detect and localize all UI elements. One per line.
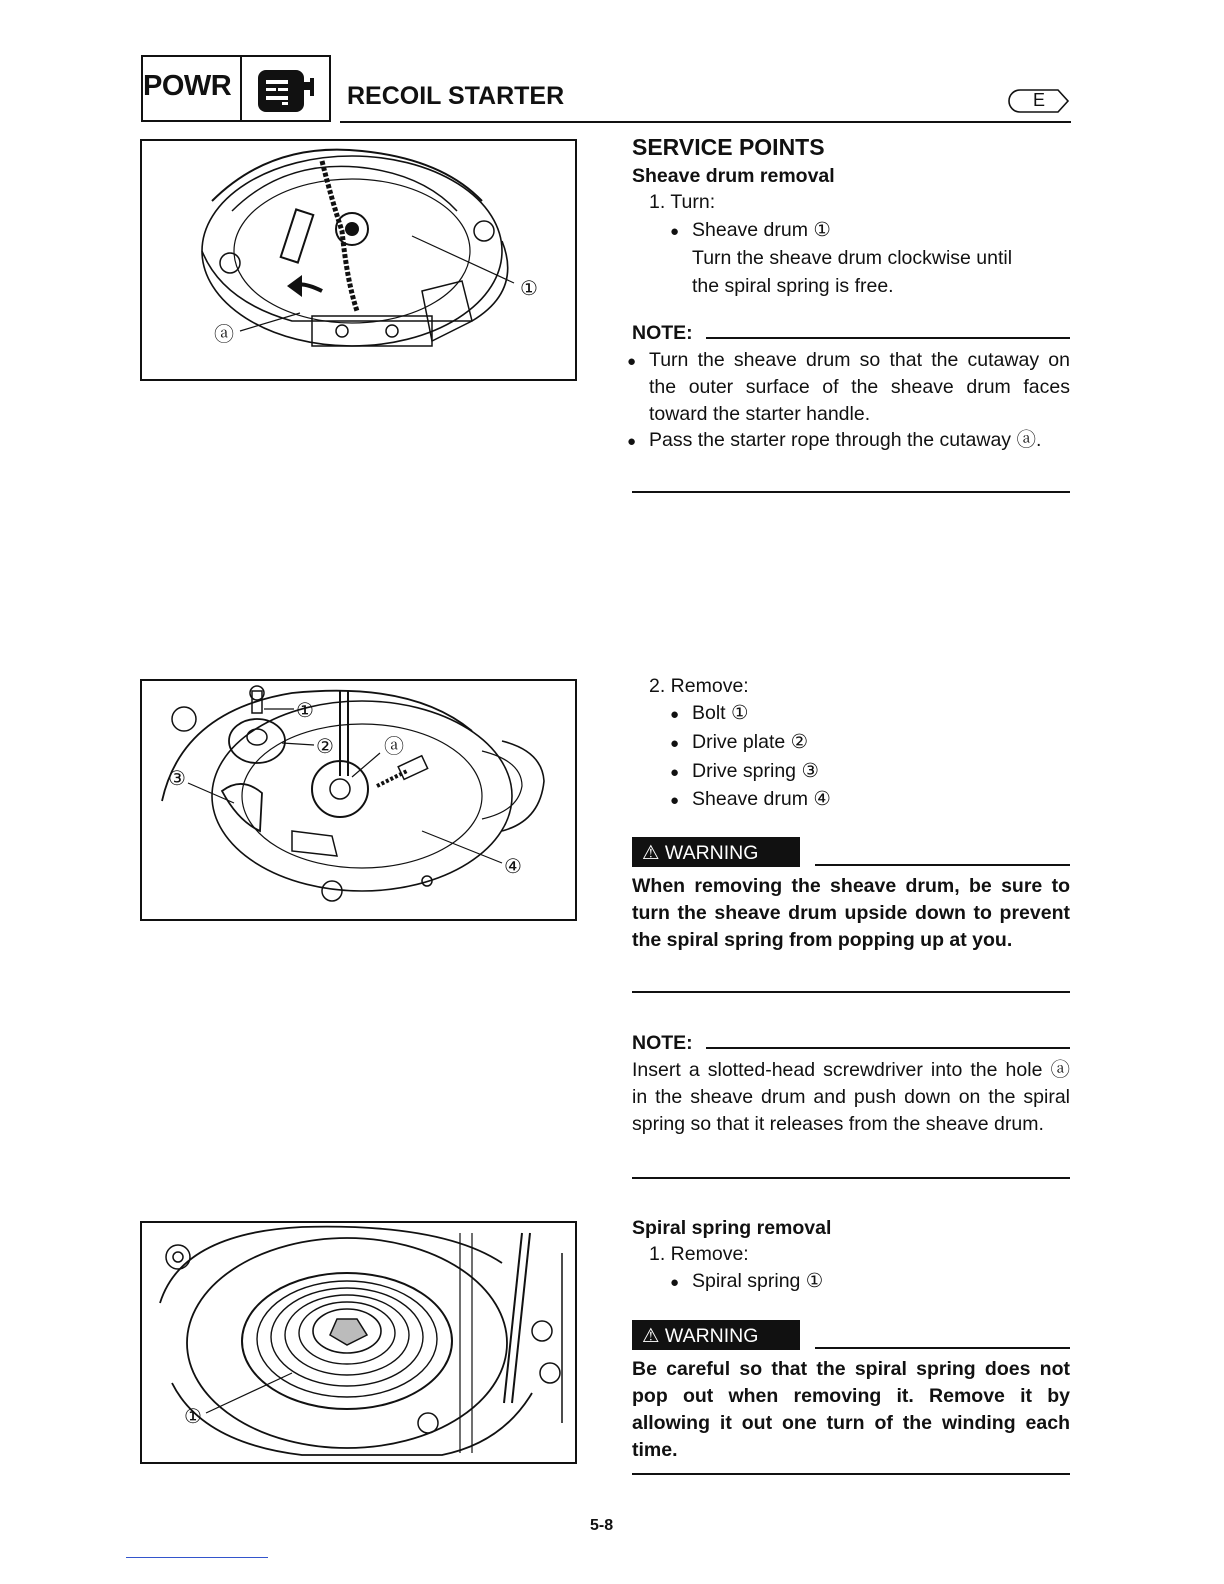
warning-label: WARNING bbox=[664, 842, 759, 864]
warning-end-rule bbox=[632, 991, 1070, 993]
list-item: ● Bolt ① bbox=[692, 700, 749, 727]
warning-label-box bbox=[632, 837, 800, 867]
note-rule bbox=[706, 337, 1070, 339]
step-detail: the spiral spring is free. bbox=[692, 275, 894, 297]
note-item: ● Turn the sheave drum so that the cutaway on the outer surface of the sheave drum faces toward the starter handle. bbox=[649, 347, 1070, 428]
step-turn: 1. Turn: bbox=[649, 191, 716, 213]
step-remove: 2. Remove: bbox=[649, 675, 749, 697]
list-item: ● Sheave drum ① bbox=[692, 217, 831, 244]
figure-callout: ① bbox=[184, 1404, 202, 1428]
figure-callout: ① bbox=[520, 276, 538, 300]
note-label: NOTE: bbox=[632, 322, 693, 344]
warning-text: Be careful so that the spiral spring does not pop out when removing it. Remove it by allowing it out one turn of the winding each time. bbox=[632, 1358, 1070, 1461]
figure-spiral-spring-removal bbox=[140, 1221, 577, 1464]
note-item: ● Pass the starter rope through the cutaway ⓐ. bbox=[649, 427, 1070, 454]
warning-end-rule bbox=[632, 1473, 1070, 1475]
step-detail: Turn the sheave drum clockwise until bbox=[692, 247, 1013, 269]
figure-callout: ⓐ bbox=[214, 322, 234, 346]
list-item: ● Drive spring ③ bbox=[692, 758, 819, 785]
warning-label-box bbox=[632, 1320, 800, 1350]
note-end-rule bbox=[632, 1177, 1070, 1179]
figure-callout: ⓐ bbox=[384, 734, 404, 758]
warning-rule bbox=[815, 1347, 1070, 1349]
subheading-spiral-spring-removal: Spiral spring removal bbox=[632, 1217, 832, 1239]
note-text: Insert a slotted-head screwdriver into the hole ⓐ in the sheave drum and push down on the spiral spring so that it releases from the sheave drum. bbox=[632, 1059, 1070, 1135]
page-number: 5-8 bbox=[590, 1517, 614, 1534]
note-label: NOTE: bbox=[632, 1032, 693, 1054]
step-remove: 1. Remove: bbox=[649, 1243, 749, 1265]
page-title: RECOIL STARTER bbox=[347, 82, 565, 110]
figure-callout: ③ bbox=[168, 766, 186, 790]
service-points-heading: SERVICE POINTS bbox=[632, 134, 825, 160]
note-rule bbox=[706, 1047, 1070, 1049]
warning-text: When removing the sheave drum, be sure to turn the sheave drum upside down to prevent the spiral spring from popping up at you. bbox=[632, 875, 1070, 951]
warning-triangle-icon: ⚠ bbox=[642, 1325, 660, 1347]
figure-callout: ① bbox=[296, 698, 314, 722]
figure-drive-plate-removal bbox=[140, 679, 577, 921]
footer-line bbox=[126, 1557, 268, 1558]
section-tab-divider bbox=[240, 55, 242, 122]
header-rule bbox=[340, 121, 1071, 123]
warning-rule bbox=[815, 864, 1070, 866]
warning-label: WARNING bbox=[664, 1325, 759, 1347]
list-item: ● Spiral spring ① bbox=[692, 1268, 823, 1295]
language-badge bbox=[1008, 88, 1070, 114]
language-code: E bbox=[1032, 90, 1045, 110]
figure-sheave-drum-turn bbox=[140, 139, 577, 381]
power-unit-icon bbox=[252, 62, 322, 118]
section-code: POWR bbox=[143, 70, 232, 102]
note-end-rule bbox=[632, 491, 1070, 493]
figure-callout: ② bbox=[316, 734, 334, 758]
figure-callout: ④ bbox=[504, 854, 522, 878]
subheading-sheave-drum-removal: Sheave drum removal bbox=[632, 165, 835, 187]
list-item: ● Sheave drum ④ bbox=[692, 786, 831, 813]
warning-triangle-icon: ⚠ bbox=[642, 842, 660, 864]
list-item: ● Drive plate ② bbox=[692, 729, 808, 756]
